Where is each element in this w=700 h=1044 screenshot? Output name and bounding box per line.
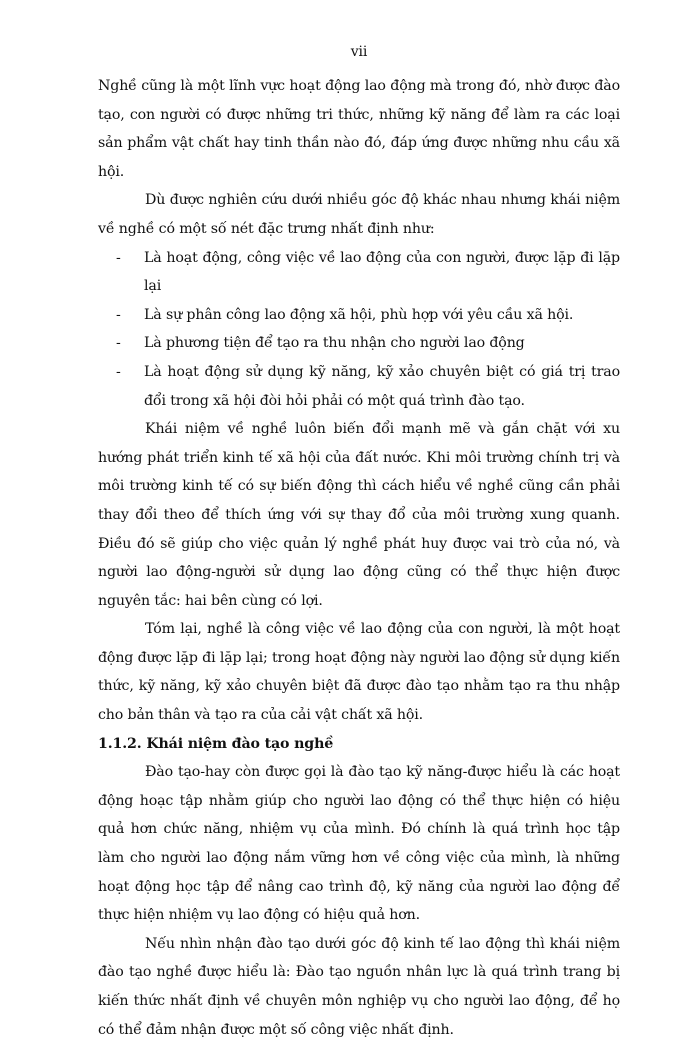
bullet-marker: - xyxy=(116,363,121,380)
paragraph-career-summary: Tóm lại, nghề là công việc về lao động của con người, là một hoạt động được lặp đi lặp lại; trong hoạt động này người lao động sử dụng kiến thức, kỹ năng, kỹ xảo chuyên biệt đã được đào tạo nhằm tạo ra thu nhập cho bản thân và tạo ra của cải vật chất xã hội. xyxy=(98,621,620,724)
page-number: vii xyxy=(350,44,368,60)
list-item xyxy=(98,358,620,415)
list-item xyxy=(98,301,620,330)
list-item-text: Là hoạt động, công việc về lao động của con người, được lặp đi lặp lại xyxy=(144,249,620,295)
list-item xyxy=(98,329,620,358)
list-item-text: Là hoạt động sử dụng kỹ năng, kỹ xảo chuyên biệt có giá trị trao đổi trong xã hội đòi hỏi phải có một quá trình đào tạo. xyxy=(144,363,620,409)
paragraph-career-characteristics-intro: Dù được nghiên cứu dưới nhiều góc độ khác nhau nhưng khái niệm về nghề có một số nét đặc trưng nhất định như: xyxy=(98,192,620,237)
bullet-marker: - xyxy=(116,335,121,352)
bullet-marker: - xyxy=(116,249,121,266)
list-item xyxy=(98,244,620,301)
bullet-marker: - xyxy=(116,306,121,323)
list-item-text: Là phương tiện để tạo ra thu nhận cho người lao động xyxy=(144,335,525,352)
paragraph-training-definition: Đào tạo-hay còn được gọi là đào tạo kỹ năng-được hiểu là các hoạt động hoạc tập nhằm giúp cho người lao động có thể thực hiện có hiệu quả hơn chức năng, nhiệm vụ của mình. Đó chính là quá trình học tập làm cho người lao động nắm vững hơn về công việc của mình, là những hoạt động học tập để nâng cao trình độ, kỹ năng của người lao động để thực hiện nhiệm vụ lao động có hiệu quả hơn. xyxy=(98,764,620,924)
paragraph-career-definition: Nghề cũng là một lĩnh vực hoạt động lao động mà trong đó, nhờ được đào tạo, con người có được những tri thức, những kỹ năng để làm ra các loại sản phẩm vật chất hay tinh thần nào đó, đáp ứng được những nhu cầu xã hội. xyxy=(98,78,620,180)
paragraph-vocational-training-economic-view: Nếu nhìn nhận đào tạo dưới góc độ kinh tế lao động thì khái niệm đào tạo nghề được hiểu là: Đào tạo nguồn nhân lực là quá trình trang bị kiến thức nhất định về chuyên môn nghiệp vụ cho người lao động, để họ có thể đảm nhận được một số công việc nhất định. xyxy=(98,935,620,1038)
list-item-text: Là sự phân công lao động xã hội, phù hợp với yêu cầu xã hội. xyxy=(144,306,574,323)
career-characteristics-list xyxy=(98,244,620,416)
section-heading: 1.1.2. Khái niệm đào tạo nghề xyxy=(98,735,334,752)
paragraph-career-concept-change: Khái niệm về nghề luôn biến đổi mạnh mẽ và gắn chặt với xu hướng phát triển kinh tế xã hội của đất nước. Khi môi trường chính trị và môi trường kinh tế có sự biến động thì cách hiểu về nghề cũng cần phải thay đổi theo để thích ứng với sự thay đổ của môi trường xung quanh. Điều đó sẽ giúp cho việc quản lý nghề phát huy được vai trò của nó, và người lao động-người sử dụng lao động cũng có thể thực hiện được nguyên tắc: hai bên cùng có lợi. xyxy=(98,421,620,609)
